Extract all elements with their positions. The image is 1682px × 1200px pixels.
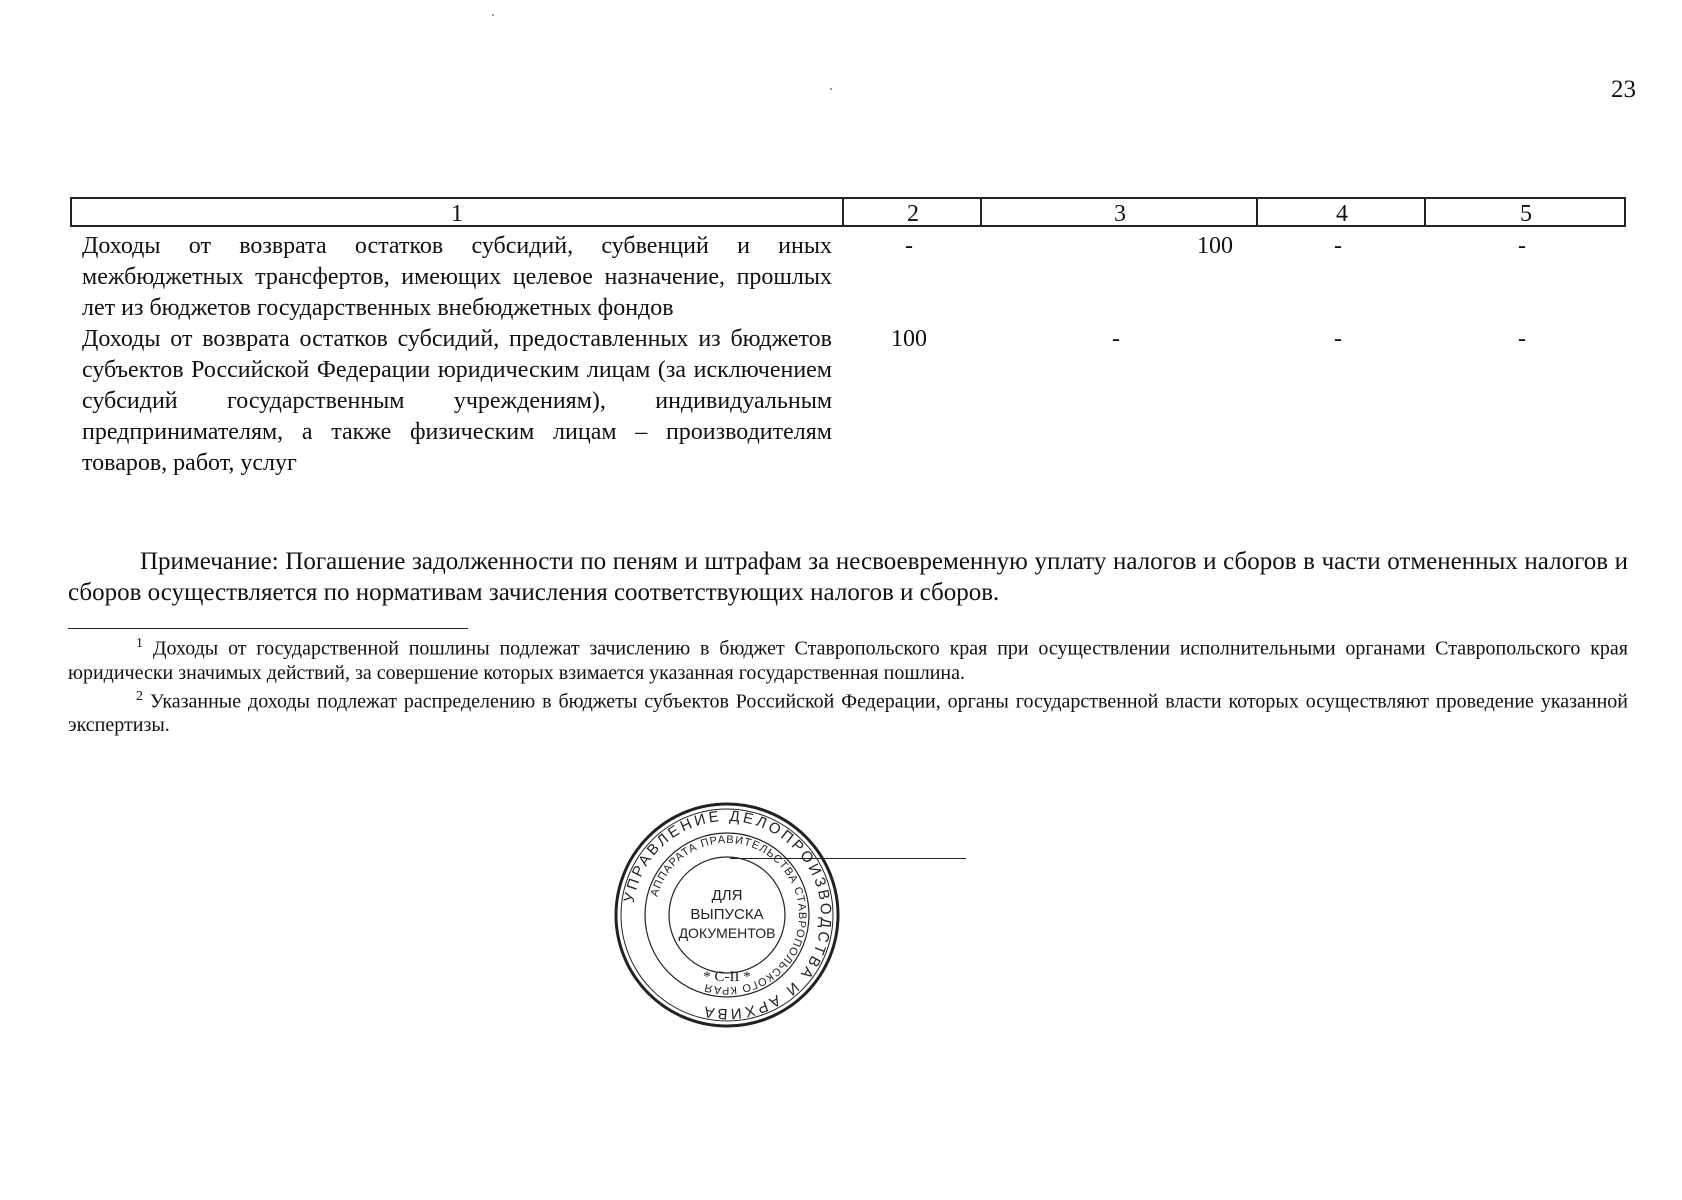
row-value-col-5: - — [1518, 326, 1526, 352]
seal-center-line-1: ДЛЯ — [711, 887, 743, 904]
note-paragraph: Примечание: Погашение задолженности по пеням и штрафам за несвоевременную уплату налогов и сборов в части отмененных налогов и сборов осуществляется по нормативам зачисления соответствующих налогов и сборов. — [68, 548, 1628, 606]
table-row — [70, 231, 1626, 324]
income-table — [70, 197, 1626, 479]
footnote-text: Доходы от государственной пошлины подлежат зачислению в бюджет Ставропольского края при осуществлении исполнительными органами Ставропольского края юридически значимых действий, за совершение которых взимается указанная государственная пошлина. — [68, 637, 1628, 684]
page-number: 23 — [1611, 76, 1636, 103]
header-col-1: 1 — [451, 201, 463, 227]
header-col-4: 4 — [1256, 199, 1426, 225]
seal-center-line-3: ДОКУМЕНТОВ — [678, 925, 776, 941]
seal-outer-text: УПРАВЛЕНИЕ ДЕЛОПРОИЗВОДСТВА И АРХИВА — [620, 807, 835, 1023]
row-description: Доходы от возврата остатков субсидий, субвенций и иных межбюджетных трансфертов, имеющих целевое назначение, прошлых лет из бюджетов государственных внебюджетных фондов — [82, 233, 832, 321]
footnotes — [68, 632, 1628, 737]
footnote-2 — [68, 685, 1628, 738]
scan-speck — [492, 14, 494, 16]
scan-speck — [830, 88, 832, 90]
seal-inner-text: АППАРАТА ПРАВИТЕЛЬСТВА СТАВРОПОЛЬСКОГО КРАЯ — [648, 833, 809, 997]
row-description: Доходы от возврата остатков субсидий, предоставленных из бюджетов субъектов Российской Федерации юридическим лицам (за исключением субсидий государственным учреждениям), индивидуальным предпринимателям, а также физическим лицам – производителям товаров, работ, услуг — [82, 326, 832, 476]
official-seal — [612, 800, 842, 1030]
row-value-col-4: - — [1334, 326, 1342, 352]
footnote-mark: 2 — [136, 688, 143, 704]
row-value-col-3: - — [1112, 326, 1120, 352]
footnote-separator — [68, 628, 468, 629]
table-row — [70, 324, 1626, 479]
row-value-col-4: - — [1334, 233, 1342, 259]
footnote-mark: 1 — [136, 636, 143, 651]
row-value-col-2: - — [905, 233, 913, 259]
footnote-1 — [68, 632, 1628, 685]
footnote-text: Указанные доходы подлежат распределению в бюджеты субъектов Российской Федерации, органы государственной власти которых осуществляют проведение указанной экспертизы. — [68, 690, 1628, 737]
seal-center-line-2: ВЫПУСКА — [690, 906, 764, 923]
header-col-2: 2 — [842, 199, 982, 225]
header-col-5: 5 — [1424, 199, 1626, 225]
table-header — [70, 197, 1626, 227]
header-col-3: 3 — [980, 199, 1258, 225]
row-value-col-3: 100 — [1197, 233, 1233, 259]
row-value-col-2: 100 — [891, 326, 927, 352]
row-value-col-5: - — [1518, 233, 1526, 259]
seal-code: * С-II * — [703, 969, 751, 985]
